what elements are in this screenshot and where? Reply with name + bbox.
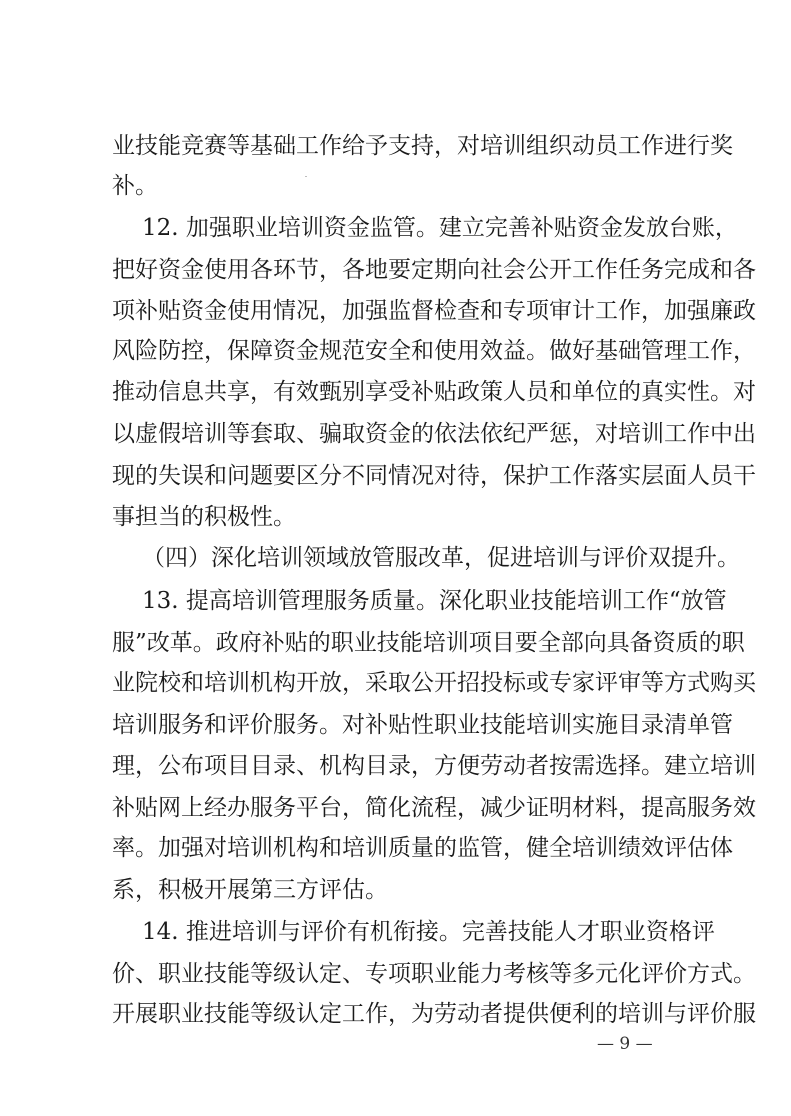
paragraph-line: 开展职业技能等级认定工作，为劳动者提供便利的培训与评价服: [112, 1001, 756, 1027]
paragraph-line: 以虚假培训等套取、骗取资金的依法依纪严惩，对培训工作中出: [112, 421, 756, 447]
paragraph-line: 推动信息共享，有效甄别享受补贴政策人员和单位的真实性。对: [112, 379, 756, 405]
paragraph-line: 补。: [112, 173, 158, 199]
paragraph-line: 理，公布项目目录、机构目录，方便劳动者按需选择。建立培训: [112, 753, 756, 779]
paragraph-line: 补贴网上经办服务平台，简化流程，减少证明材料，提高服务效: [112, 795, 756, 821]
paragraph-line: 把好资金使用各环节，各地要定期向社会公开工作任务完成和各: [112, 257, 756, 283]
paragraph-line: 现的失误和问题要区分不同情况对待，保护工作落实层面人员干: [112, 463, 756, 489]
paragraph-line: 项补贴资金使用情况，加强监督检查和专项审计工作，加强廉政: [112, 298, 756, 324]
page-number: — 9 —: [597, 1034, 653, 1054]
paragraph-line: 价、职业技能等级认定、专项职业能力考核等多元化评价方式。: [112, 961, 756, 987]
scan-speck: [305, 176, 307, 177]
paragraph-line: 系，积极开展第三方评估。: [112, 877, 388, 903]
section-heading: （四）深化培训领域放管服改革，促进培训与评价双提升。: [142, 545, 740, 571]
paragraph-line: 12. 加强职业培训资金监管。建立完善补贴资金发放台账，: [142, 215, 738, 241]
paragraph-line: 13. 提高培训管理服务质量。深化职业技能培训工作“放管: [142, 588, 727, 614]
paragraph-line: 业院校和培训机构开放，采取公开招投标或专家评审等方式购买: [112, 670, 756, 696]
paragraph-line: 风险防控，保障资金规范安全和使用效益。做好基础管理工作，: [112, 338, 756, 364]
paragraph-line: 培训服务和评价服务。对补贴性职业技能培训实施目录清单管: [112, 712, 733, 738]
paragraph-line: 事担当的积极性。: [112, 504, 296, 530]
paragraph-line: 率。加强对培训机构和培训质量的监管，健全培训绩效评估体: [112, 835, 733, 861]
paragraph-line: 14. 推进培训与评价有机衔接。完善技能人才职业资格评: [142, 919, 715, 945]
paragraph-line: 服”改革。政府补贴的职业技能培训项目要全部向具备资质的职: [112, 630, 745, 656]
paragraph-line: 业技能竞赛等基础工作给予支持，对培训组织动员工作进行奖: [112, 133, 733, 159]
